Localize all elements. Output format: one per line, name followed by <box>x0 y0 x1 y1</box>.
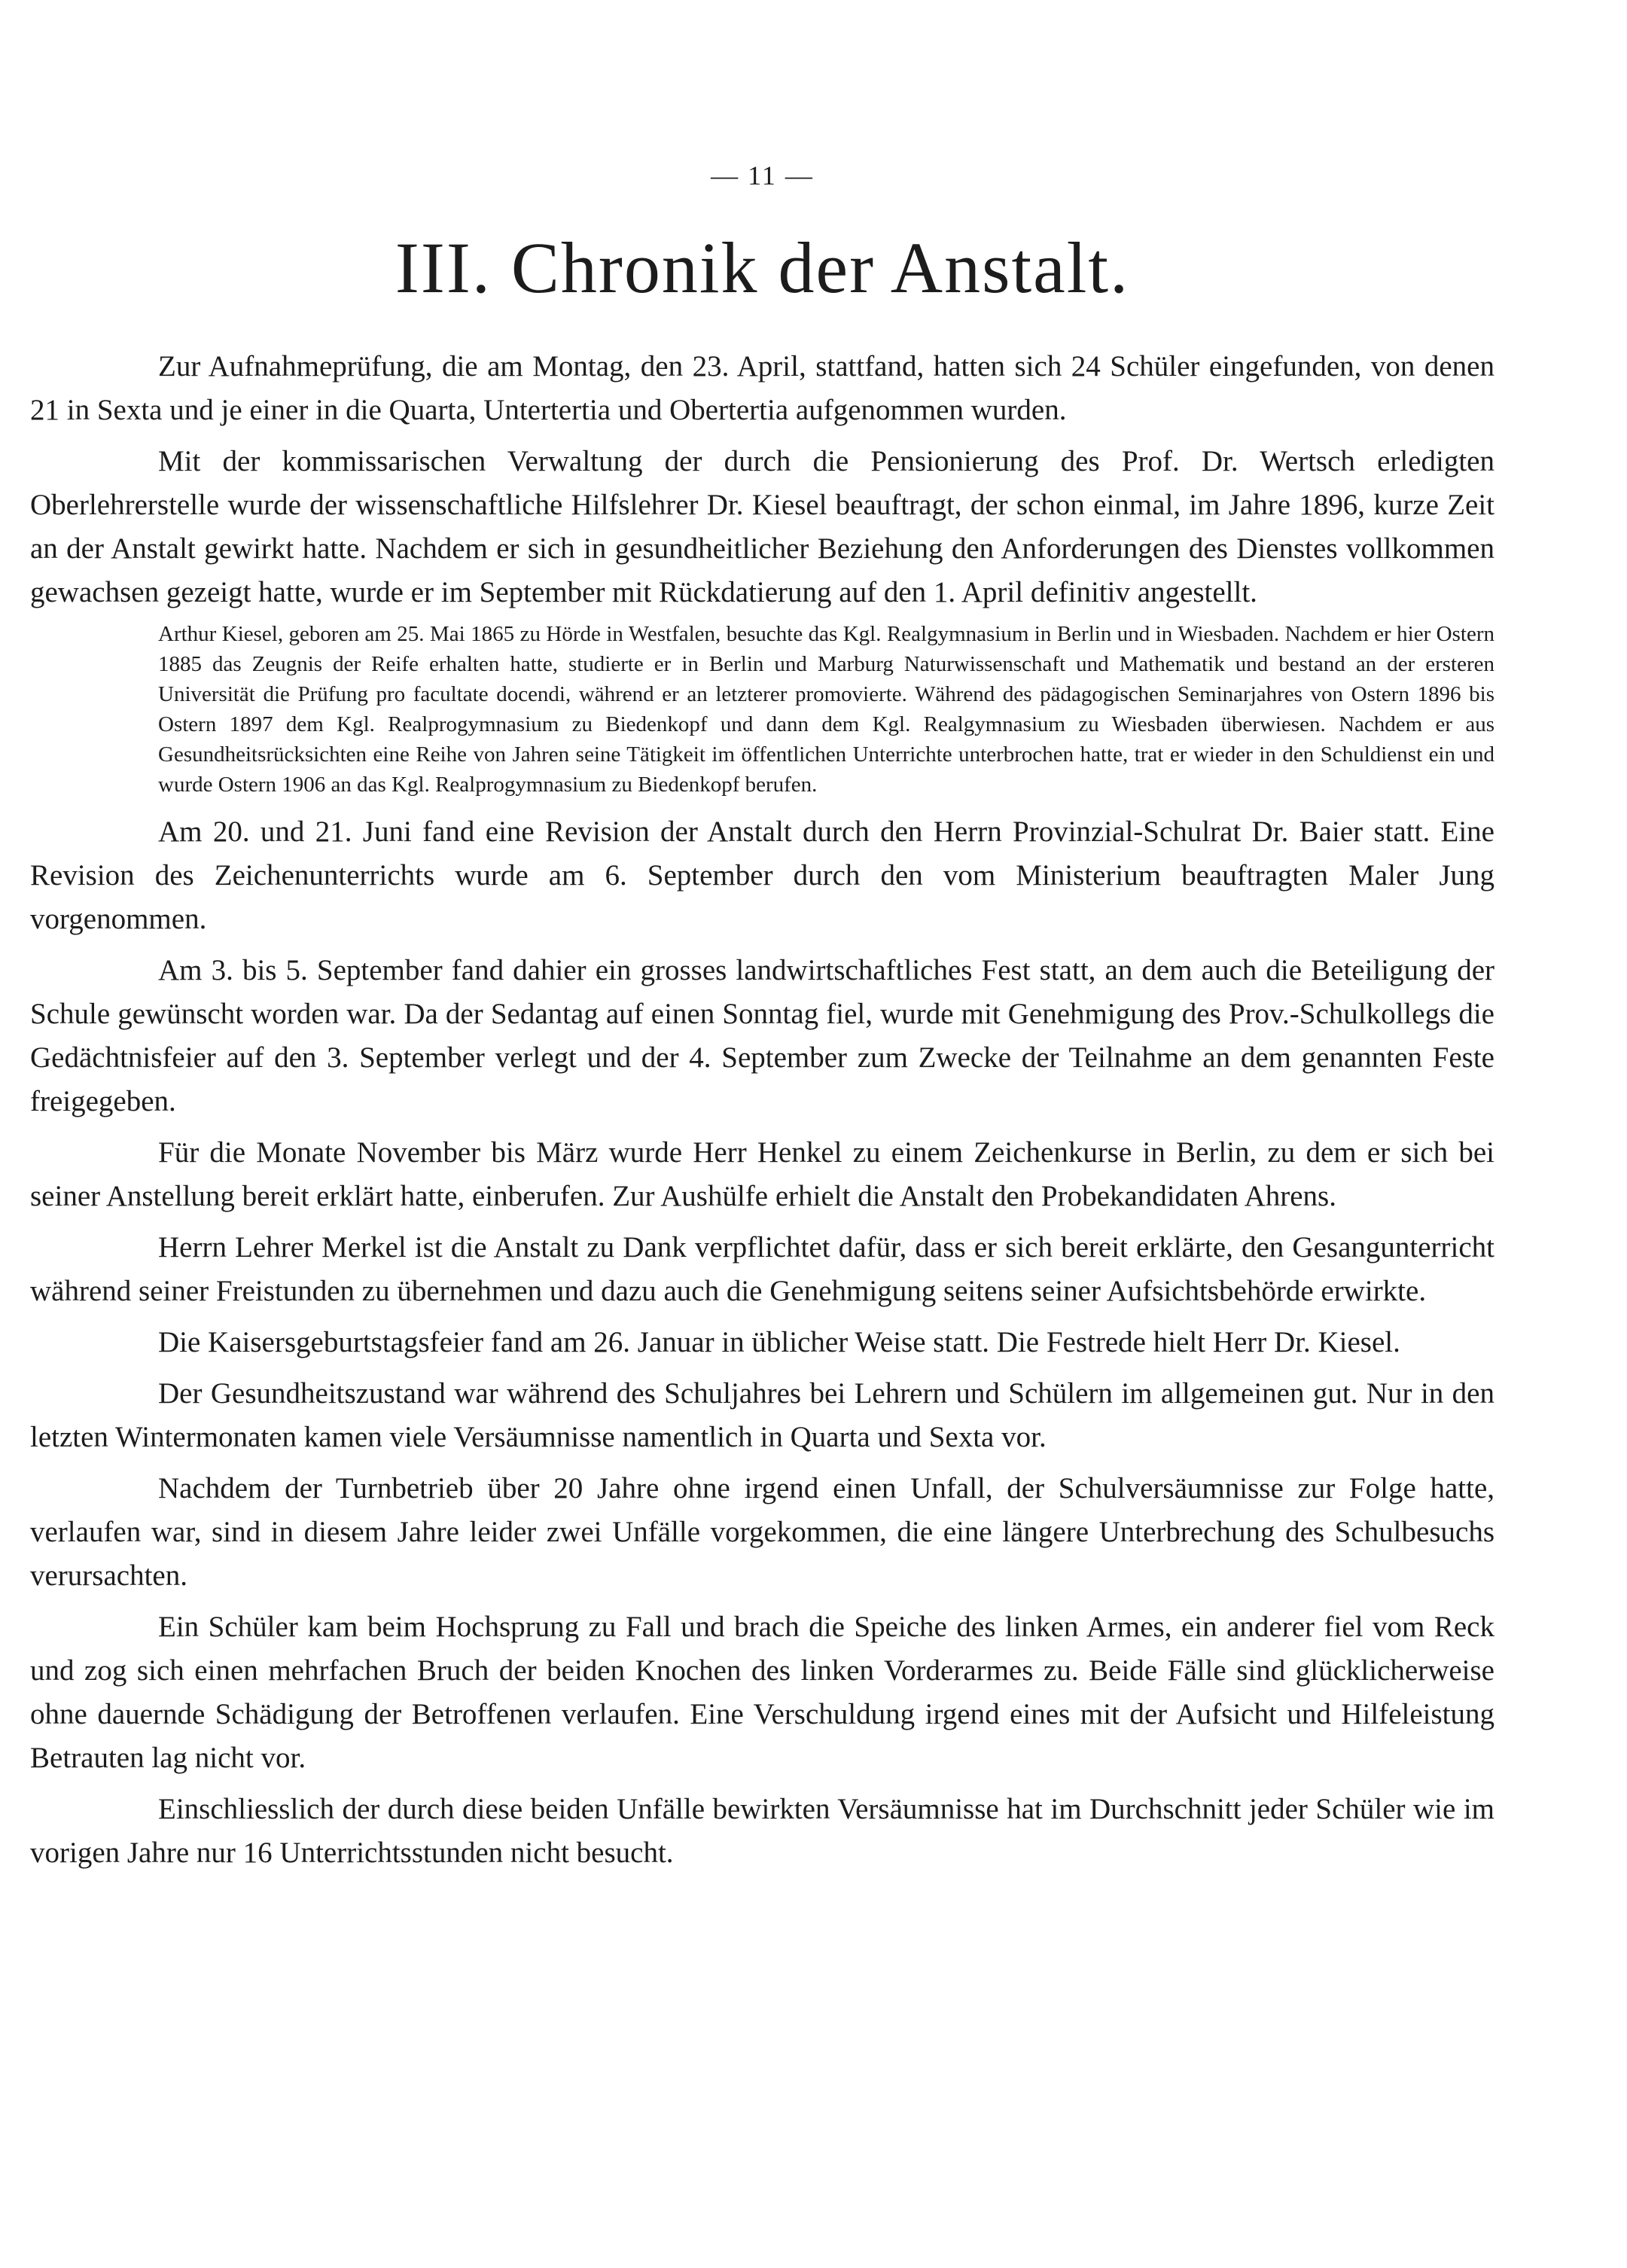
paragraph: Am 20. und 21. Juni fand eine Revision der Anstalt durch den Herrn Provinzial-Schulrat Dr. Baier statt. Eine Revision des Zeichenunterrichts wurde am 6. September durch den vom Ministerium beauftragten Maler Jung vorgenommen. <box>30 815 1494 935</box>
paragraph: Für die Monate November bis März wurde Herr Henkel zu einem Zeichenkurse in Berlin, zu dem er sich bei seiner Anstellung bereit erklärt hatte, einberufen. Zur Aushülfe erhielt die Anstalt den Probekandidaten Ahrens. <box>30 1136 1494 1212</box>
body-text <box>30 345 1494 1882</box>
paragraph: Ein Schüler kam beim Hochsprung zu Fall und brach die Speiche des linken Armes, ein anderer fiel vom Reck und zog sich einen mehrfachen Bruch der beiden Knochen des linken Vorderarmes zu. Beide Fälle sind glücklicherweise ohne dauernde Schädigung der Betroffenen verlaufen. Eine Verschuldung irgend eines mit der Aufsicht und Hilfeleistung Betrauten lag nicht vor. <box>30 1611 1494 1774</box>
paragraph: Einschliesslich der durch diese beiden Unfälle bewirkten Versäumnisse hat im Durchschnitt jeder Schüler wie im vorigen Jahre nur 16 Unterrichtsstunden nicht besucht. <box>30 1793 1494 1869</box>
paragraph: Der Gesundheitszustand war während des Schuljahres bei Lehrern und Schülern im allgemeinen gut. Nur in den letzten Wintermonaten kamen viele Versäumnisse namentlich in Quarta und Sexta vor. <box>30 1377 1494 1453</box>
biographical-note: Arthur Kiesel, geboren am 25. Mai 1865 zu Hörde in Westfalen, besuchte das Kgl. Realgymnasium in Berlin und in Wiesbaden. Nachdem er hier Ostern 1885 das Zeugnis der Reife erhalten hatte, studierte er in Berlin und Marburg Naturwissenschaft und Mathematik und bestand an der ersteren Universität die Prüfung pro facultate docendi, während er an letzterer promovierte. Während des pädagogischen Seminarjahres von Ostern 1896 bis Ostern 1897 dem Kgl. Realprogymnasium zu Biedenkopf und dann dem Kgl. Realgymnasium zu Wiesbaden überwiesen. Nachdem er aus Gesundheitsrücksichten eine Reihe von Jahren seine Tätigkeit im öffentlichen Unterrichte unterbrochen hatte, trat er wieder in den Schuldienst ein und wurde Ostern 1906 an das Kgl. Realprogymnasium zu Biedenkopf berufen. <box>158 622 1494 797</box>
paragraph: Die Kaisersgeburtstagsfeier fand am 26. Januar in üblicher Weise statt. Die Festrede hielt Herr Dr. Kiesel. <box>158 1326 1400 1358</box>
page-title: III. Chronik der Anstalt. <box>395 227 1130 308</box>
paragraph: Herrn Lehrer Merkel ist die Anstalt zu Dank verpflichtet dafür, dass er sich bereit erklärte, den Gesangunterricht während seiner Freistunden zu übernehmen und dazu auch die Genehmigung seitens seiner Aufsichtsbehörde erwirkte. <box>30 1231 1494 1307</box>
paragraph: Mit der kommissarischen Verwaltung der durch die Pensionierung des Prof. Dr. Wertsch erledigten Oberlehrerstelle wurde der wissenschaftliche Hilfslehrer Dr. Kiesel beauftragt, der schon einmal, im Jahre 1896, kurze Zeit an der Anstalt gewirkt hatte. Nachdem er sich in gesundheitlicher Beziehung den Anforderungen des Dienstes vollkommen gewachsen gezeigt hatte, wurde er im September mit Rückdatierung auf den 1. April definitiv angestellt. <box>30 445 1494 608</box>
paragraph: Am 3. bis 5. September fand dahier ein grosses landwirtschaftliches Fest statt, an dem auch die Beteiligung der Schule gewünscht worden war. Da der Sedantag auf einen Sonntag fiel, wurde mit Genehmigung des Prov.-Schulkollegs die Gedächtnisfeier auf den 3. September verlegt und der 4. September zum Zwecke der Teilnahme an dem genannten Feste freigegeben. <box>30 954 1494 1117</box>
page-number: — 11 — <box>711 160 814 191</box>
paragraph: Nachdem der Turnbetrieb über 20 Jahre ohne irgend einen Unfall, der Schulversäumnisse zur Folge hatte, verlaufen war, sind in diesem Jahre leider zwei Unfälle vorgekommen, die eine längere Unterbrechung des Schulbesuchs verursachten. <box>30 1472 1494 1592</box>
paragraph: Zur Aufnahmeprüfung, die am Montag, den 23. April, stattfand, hatten sich 24 Schüler eingefunden, von denen 21 in Sexta und je einer in die Quarta, Untertertia und Obertertia aufgenommen wurden. <box>30 350 1494 426</box>
footnote-block <box>30 619 1494 800</box>
document-page <box>30 0 1494 2268</box>
